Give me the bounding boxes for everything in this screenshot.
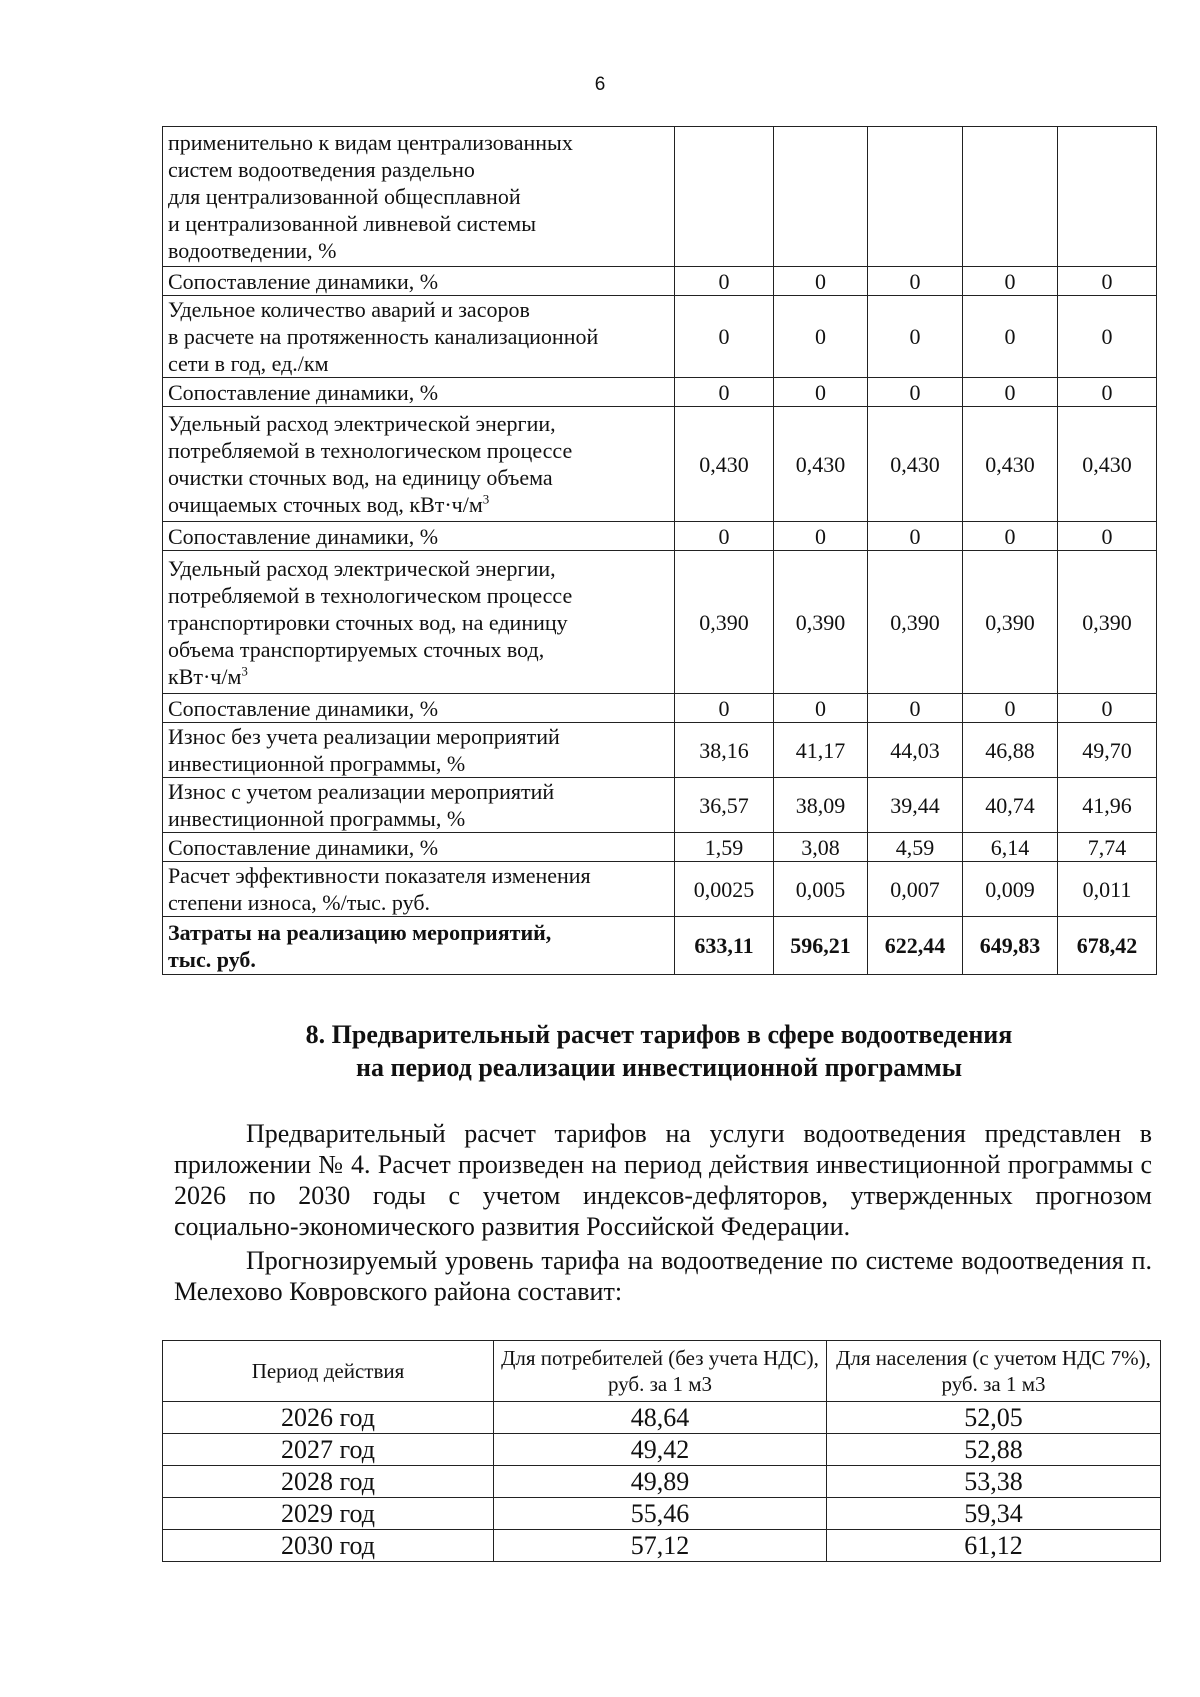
indicator-label-text: сети в год, ед./км [168,351,329,376]
indicator-label-line [168,156,669,183]
indicator-value: 49,70 [1058,723,1157,778]
indicator-label-text: тыс. руб. [168,946,256,972]
indicator-value: 678,42 [1058,917,1157,975]
indicator-label-line [168,750,669,777]
indicator-label-line [168,350,669,377]
indicator-label [163,267,675,296]
indicator-label [163,551,675,694]
indicator-label [163,378,675,407]
indicator-label-line [168,582,669,609]
indicator-row [163,694,1157,723]
indicator-label-text: объема транспортируемых сточных вод, [168,636,545,662]
paragraph-2-text: Прогнозируемый уровень тарифа на водоотведение по системе водоотведения п. Мелехово Ковровского района составит: [174,1246,1152,1306]
indicator-value: 3,08 [774,833,868,862]
indicator-row [163,917,1157,975]
indicator-label-line [168,862,669,889]
indicator-label-line [168,183,669,210]
indicator-label [163,833,675,862]
indicator-value: 41,96 [1058,778,1157,833]
indicator-value: 0 [963,522,1058,551]
indicator-value: 0 [774,522,868,551]
indicator-value: 0,390 [1058,551,1157,694]
indicator-row [163,723,1157,778]
indicator-value: 0,009 [963,862,1058,917]
indicators-table [162,126,1157,975]
tariff-header-population: Для населения (с учетом НДС 7%), руб. за 1 м3 [827,1341,1161,1402]
indicator-value: 0 [774,694,868,723]
tariff-consumers-value: 55,46 [494,1498,827,1530]
indicator-label-text: Расчет эффективности показателя изменения [168,863,591,888]
indicator-value: 0 [1058,267,1157,296]
indicator-label-line [168,663,669,690]
indicator-value: 633,11 [675,917,774,975]
indicator-label-line [168,919,669,946]
indicator-value: 41,17 [774,723,868,778]
tariff-period: 2027 год [163,1434,494,1466]
indicator-label-text: Сопоставление динамики, % [168,379,439,405]
indicator-value: 0 [1058,522,1157,551]
indicator-value: 0 [963,267,1058,296]
tariff-row [163,1434,1161,1466]
indicator-label-line [168,834,669,861]
indicator-value: 622,44 [868,917,963,975]
indicator-value: 0,430 [963,407,1058,522]
tariff-period: 2029 год [163,1498,494,1530]
indicator-label-line [168,555,669,582]
tariff-population-value: 52,88 [827,1434,1161,1466]
section-title-line-1: 8. Предварительный расчет тарифов в сфере водоотведения [305,1020,1013,1049]
indicator-value: 0,390 [774,551,868,694]
indicator-value [1058,127,1157,267]
tariff-header-row [163,1341,1161,1402]
indicator-label-line [168,129,669,156]
indicator-value: 0 [675,522,774,551]
indicator-row [163,378,1157,407]
tariff-population-value: 61,12 [827,1530,1161,1562]
indicator-value: 38,09 [774,778,868,833]
indicator-value: 1,59 [675,833,774,862]
tariff-row [163,1402,1161,1434]
indicator-value: 0,390 [675,551,774,694]
indicator-label-line [168,723,669,750]
indicator-value: 0,430 [868,407,963,522]
indicator-label-line [168,695,669,722]
indicator-label-line [168,437,669,464]
indicator-label-text: Удельный расход электрической энергии, [168,411,556,436]
indicator-label [163,127,675,267]
indicator-label-text: Износ без учета реализации мероприятий [168,724,560,749]
unit-superscript: 3 [482,491,490,507]
indicator-label-text: Сопоставление динамики, % [168,268,439,294]
indicator-label-text: Удельное количество аварий и засоров [168,297,530,322]
indicator-value: 0 [675,267,774,296]
indicator-value [868,127,963,267]
indicator-label-text: водоотведении, % [168,238,337,263]
indicator-label-line [168,237,669,264]
indicator-value: 38,16 [675,723,774,778]
indicator-value: 0 [868,267,963,296]
indicator-label-line [168,636,669,663]
indicator-label [163,917,675,975]
indicator-label-text: потребляемой в технологическом процессе [168,438,573,463]
indicator-label-text: Сопоставление динамики, % [168,834,439,860]
indicator-value: 40,74 [963,778,1058,833]
indicator-label-text: степени износа, %/тыс. руб. [168,890,431,915]
indicator-row [163,833,1157,862]
indicator-value: 0 [868,378,963,407]
indicator-row [163,407,1157,522]
paragraph-1-text: Предварительный расчет тарифов на услуги водоотведения представлен в приложении № 4. Расчет произведен на период действия инвестиционной программы с 2026 по 2030 годы с учетом индексов-дефляторов, утвержденных прогнозом социально-экономического развития Российской Федерации. [174,1119,1152,1241]
indicator-value: 0 [1058,694,1157,723]
indicator-label-line [168,296,669,323]
indicator-label-line [168,268,669,295]
indicator-value: 6,14 [963,833,1058,862]
tariff-period: 2026 год [163,1402,494,1434]
indicator-value: 0 [868,522,963,551]
tariff-period: 2028 год [163,1466,494,1498]
indicator-label-text: инвестиционной программы, % [168,806,466,831]
indicator-label-text: кВт·ч/м [168,663,242,689]
indicator-label [163,862,675,917]
indicator-row [163,778,1157,833]
indicator-label-text: для централизованной общесплавной [168,184,521,209]
indicator-label-line [168,889,669,916]
indicator-label [163,522,675,551]
indicator-value: 0,430 [774,407,868,522]
indicator-value: 596,21 [774,917,868,975]
section-title [162,1018,1156,1084]
unit-superscript: 3 [241,663,248,679]
indicator-value [675,127,774,267]
indicator-label-line [168,210,669,237]
tariff-population-value: 53,38 [827,1466,1161,1498]
section-title-line-2: на период реализации инвестиционной программы [355,1053,962,1082]
tariff-consumers-value: 49,42 [494,1434,827,1466]
indicator-value: 0 [675,694,774,723]
indicator-label-text: инвестиционной программы, % [168,751,466,776]
indicator-label-line [168,464,669,491]
tariff-row [163,1498,1161,1530]
tariff-population-value: 59,34 [827,1498,1161,1530]
indicator-value: 0 [774,378,868,407]
tariff-header-period: Период действия [163,1341,494,1402]
indicator-value: 4,59 [868,833,963,862]
indicator-value: 0,005 [774,862,868,917]
indicator-label-text: в расчете на протяженность канализационной [168,324,599,349]
indicator-label-line [168,323,669,350]
indicator-label-line [168,523,669,550]
indicator-label [163,407,675,522]
indicator-value: 0 [868,296,963,378]
indicator-label-text: транспортировки сточных вод, на единицу [168,609,568,635]
indicator-value: 0,430 [1058,407,1157,522]
indicator-label [163,694,675,723]
indicator-label-line [168,609,669,636]
indicator-value: 0 [774,296,868,378]
tariff-table [162,1340,1161,1562]
indicator-label-text: Сопоставление динамики, % [168,695,439,721]
indicator-label-text: Износ с учетом реализации мероприятий [168,779,555,804]
indicator-row [163,267,1157,296]
paragraph-tariff-calculation [174,1118,1152,1242]
indicator-value: 0 [963,694,1058,723]
indicator-label-line [168,491,669,518]
indicator-row [163,296,1157,378]
tariff-population-value: 52,05 [827,1402,1161,1434]
indicator-label [163,778,675,833]
indicator-value: 0,430 [675,407,774,522]
tariff-consumers-value: 48,64 [494,1402,827,1434]
indicator-value: 0 [774,267,868,296]
tariff-header-consumers: Для потребителей (без учета НДС), руб. за 1 м3 [494,1341,827,1402]
indicator-value: 36,57 [675,778,774,833]
indicator-value: 44,03 [868,723,963,778]
indicator-label-text: систем водоотведения раздельно [168,157,475,182]
indicator-label-text: Затраты на реализацию мероприятий, [168,919,552,945]
indicator-value: 7,74 [1058,833,1157,862]
indicator-value: 0 [1058,378,1157,407]
indicator-label-line [168,410,669,437]
indicator-value: 0,390 [868,551,963,694]
indicator-label-text: очистки сточных вод, на единицу объема [168,465,553,490]
indicator-row [163,522,1157,551]
indicator-value: 0,0025 [675,862,774,917]
tariff-row [163,1530,1161,1562]
indicator-value: 0 [675,378,774,407]
indicator-label-text: очищаемых сточных вод, кВт·ч/м [168,492,483,517]
tariff-consumers-value: 57,12 [494,1530,827,1562]
indicator-row [163,127,1157,267]
indicator-label-text: применительно к видам централизованных [168,130,573,155]
indicator-value: 0 [963,378,1058,407]
indicator-value [963,127,1058,267]
indicator-label-text: потребляемой в технологическом процессе [168,582,573,608]
indicator-value [774,127,868,267]
indicator-label-text: и централизованной ливневой системы [168,211,536,236]
paragraph-forecast-level [174,1245,1152,1307]
indicator-label [163,296,675,378]
indicator-value: 0,007 [868,862,963,917]
indicator-row [163,551,1157,694]
indicator-value: 0 [868,694,963,723]
indicator-label-line [168,379,669,406]
indicator-value: 46,88 [963,723,1058,778]
indicator-label [163,723,675,778]
indicator-value: 0 [675,296,774,378]
indicator-label-line [168,778,669,805]
indicator-value: 0 [1058,296,1157,378]
indicator-row [163,862,1157,917]
indicator-value: 39,44 [868,778,963,833]
indicator-value: 0,011 [1058,862,1157,917]
indicator-label-text: Удельный расход электрической энергии, [168,555,556,581]
tariff-row [163,1466,1161,1498]
tariff-period: 2030 год [163,1530,494,1562]
tariff-consumers-value: 49,89 [494,1466,827,1498]
indicator-label-text: Сопоставление динамики, % [168,523,439,549]
indicator-label-line [168,946,669,973]
indicator-value: 649,83 [963,917,1058,975]
indicator-label-line [168,805,669,832]
indicator-value: 0,390 [963,551,1058,694]
page-number: 6 [594,74,606,95]
indicator-value: 0 [963,296,1058,378]
